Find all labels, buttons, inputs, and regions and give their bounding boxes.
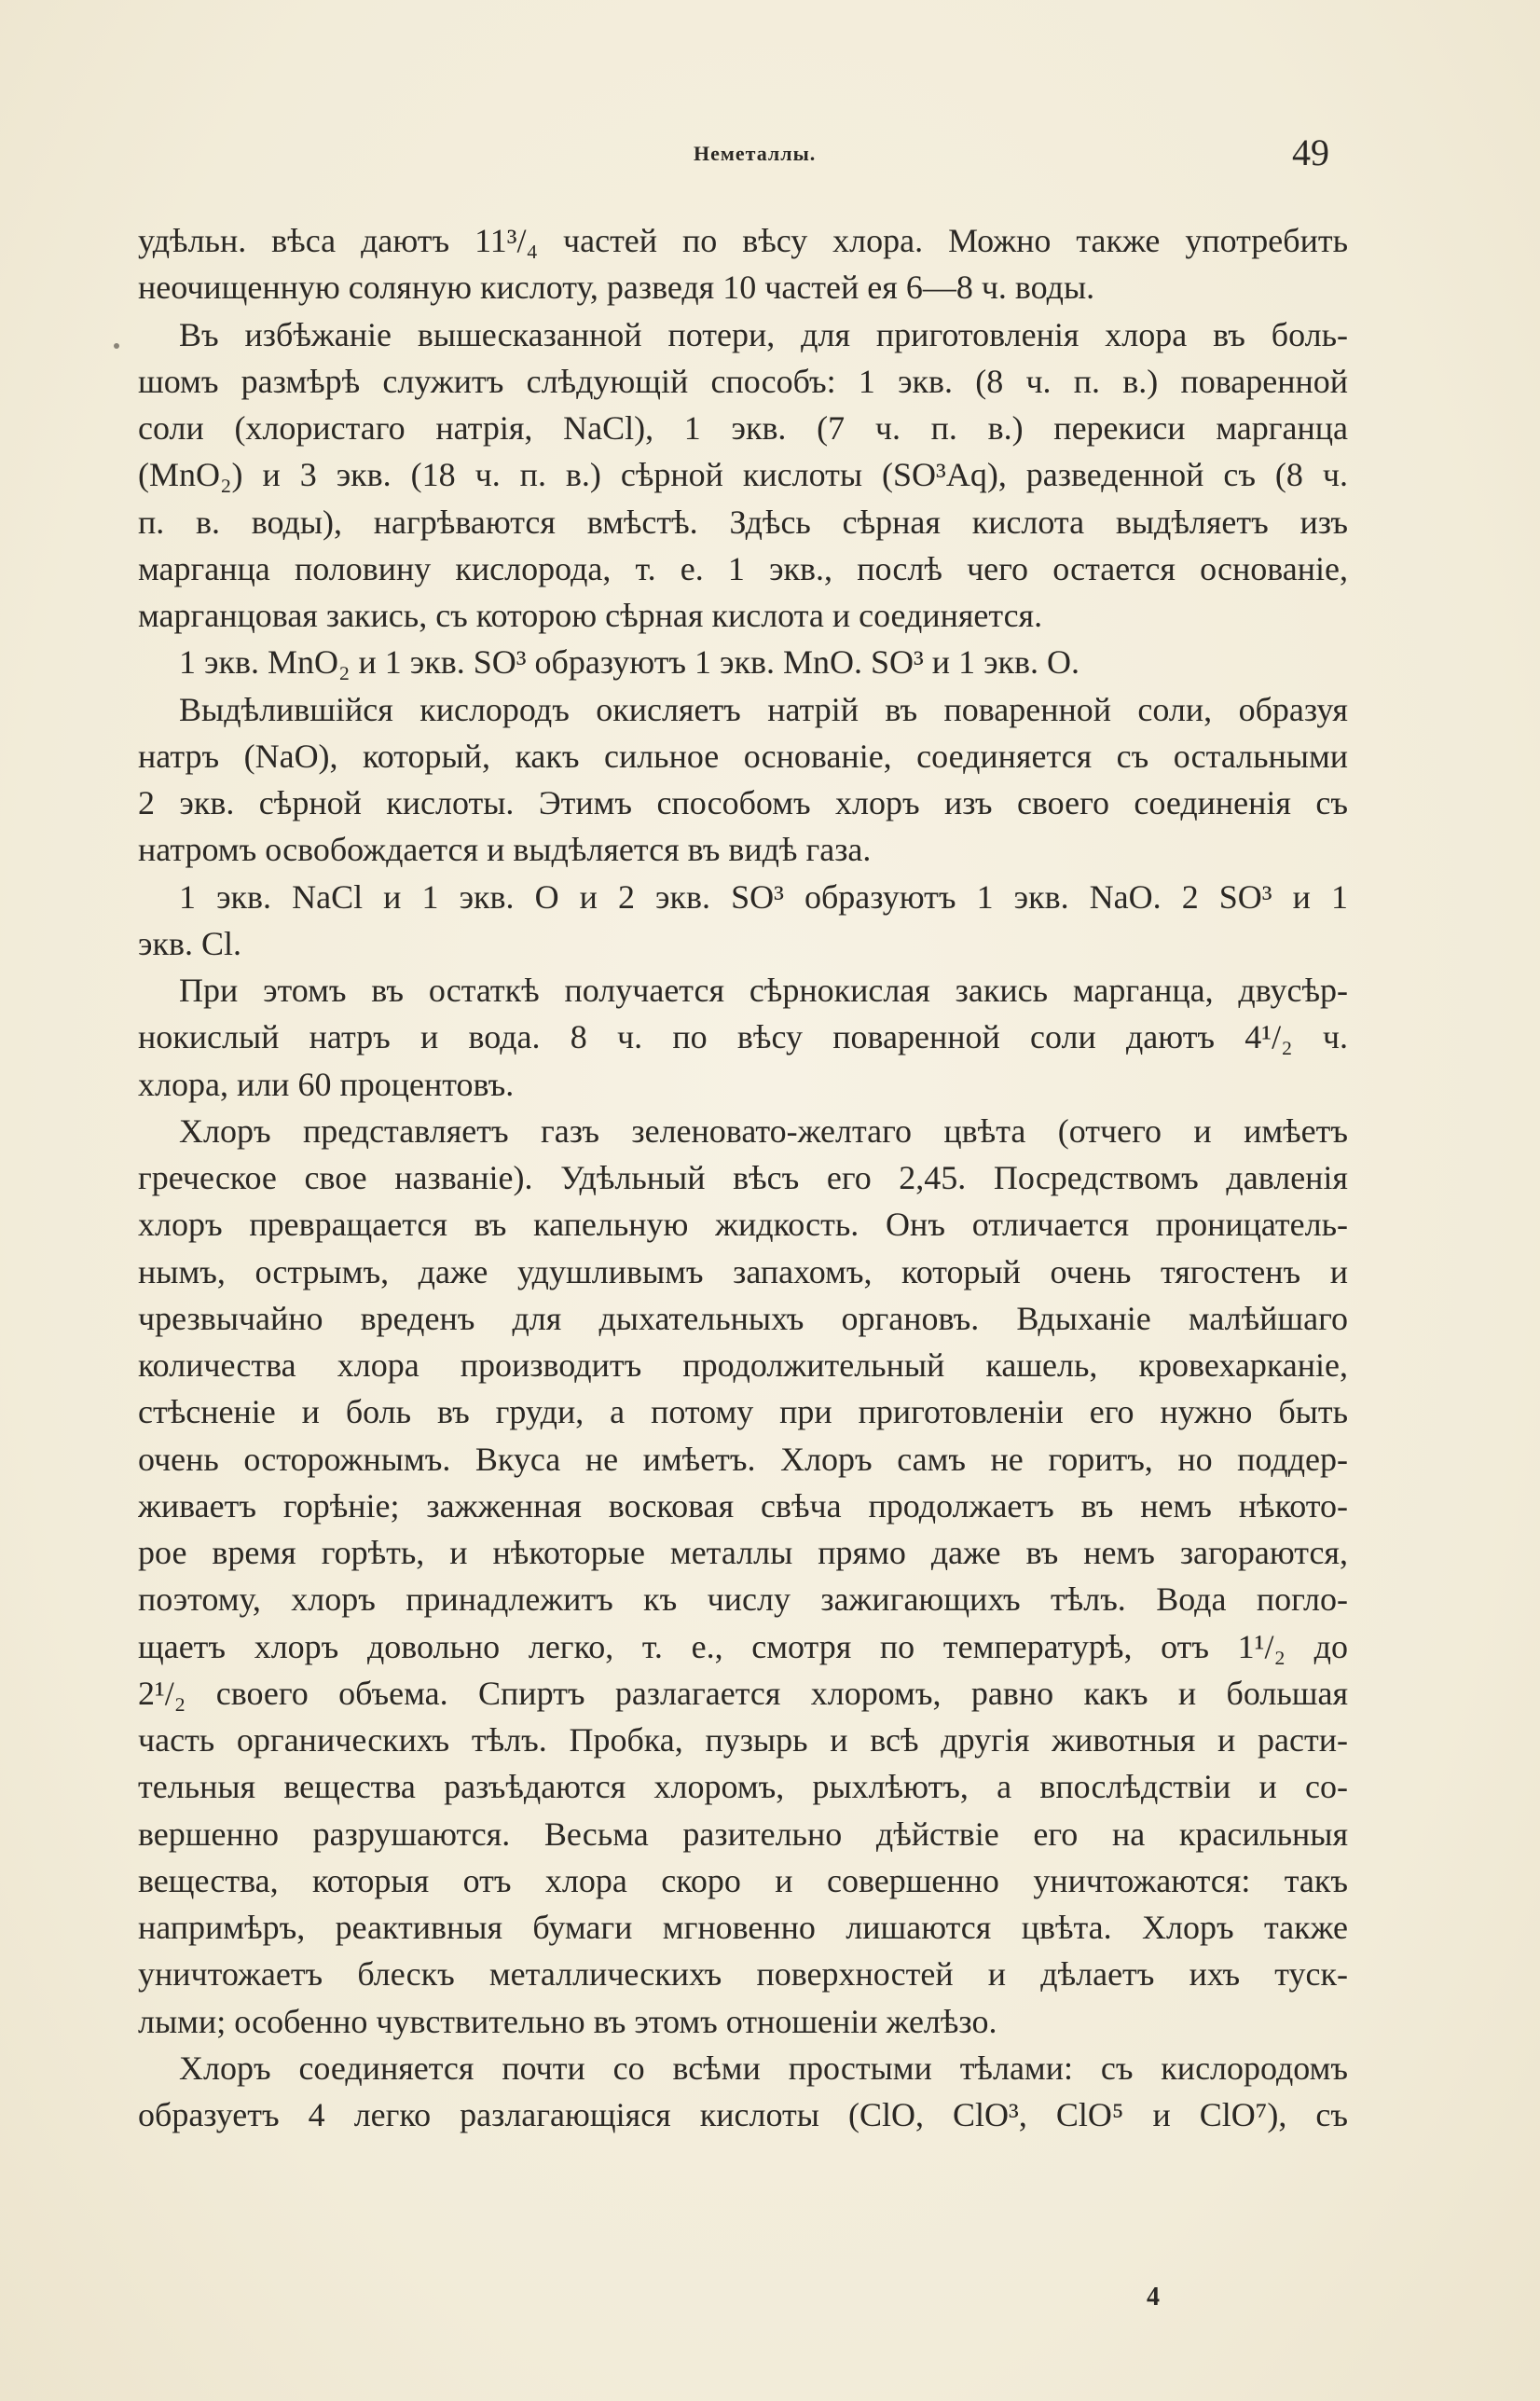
text-line: вершенно разрушаются. Весьма разительно дѣйствіе его на красильныя [138, 1815, 1348, 1853]
text-line: уничтожаетъ блескъ металлическихъ поверхностей и дѣлаетъ ихъ туск- [138, 1955, 1348, 1994]
text-line: очень осторожнымъ. Вкуса не имѣетъ. Хлоръ самъ не горитъ, но поддер- [138, 1440, 1348, 1478]
text-line: щаетъ хлоръ довольно легко, т. е., смотря по температурѣ, отъ 1¹/₂ до [138, 1627, 1348, 1665]
text-line: хлоръ превращается въ капельную жидкость. Онъ отличается проницатель- [138, 1206, 1348, 1244]
text-line: 2 экв. сѣрной кислоты. Этимъ способомъ хлоръ изъ своего соединенія съ [138, 784, 1348, 821]
text-line: неочищенную соляную кислоту, разведя 10 частей ея 6—8 ч. воды. [138, 269, 1095, 307]
text-line: марганцовая закись, съ которою сѣрная кислота и соединяется. [138, 597, 1043, 634]
body-text [138, 217, 1348, 2138]
text-line: поэтому, хлоръ принадлежитъ къ числу зажигающихъ тѣлъ. Вода погло- [138, 1580, 1348, 1619]
text-line: греческое свое названіе). Удѣльный вѣсъ его 2,45. Посредствомъ давленія [138, 1159, 1348, 1196]
text-line: Хлоръ соединяется почти со всѣми простыми тѣлами: съ кислородомъ [179, 2049, 1348, 2087]
text-line: соли (хлористаго натрія, NaCl), 1 экв. (7 ч. п. в.) перекиси марганца [138, 409, 1348, 447]
margin-mark [114, 343, 119, 349]
text-line: шомъ размѣрѣ служитъ слѣдующій способъ: 1 экв. (8 ч. п. в.) поваренной [138, 362, 1348, 400]
text-line: 1 экв. MnO₂ и 1 экв. SO³ образуютъ 1 экв. MnO. SO³ и 1 экв. O. [179, 643, 1080, 682]
text-line: удѣльн. вѣса даютъ 11³/₄ частей по вѣсу хлора. Можно также употребить [138, 222, 1348, 259]
text-line: экв. Cl. [138, 924, 241, 962]
text-line: чрезвычайно вреденъ для дыхательныхъ органовъ. Вдыханіе малѣйшаго [138, 1299, 1348, 1337]
text-line: живаетъ горѣніе; зажженная восковая свѣча продолжаетъ въ немъ нѣкото- [138, 1486, 1348, 1525]
page-number: 49 [1292, 131, 1329, 173]
text-line: тельныя вещества разъѣдаются хлоромъ, рыхлѣютъ, а впослѣдствіи и со- [138, 1768, 1348, 1806]
text-line: хлора, или 60 процентовъ. [138, 1065, 515, 1103]
text-line: вещества, которыя отъ хлора скоро и совершенно уничтожаются: такъ [138, 1861, 1348, 1899]
text-line: нокислый натръ и вода. 8 ч. по вѣсу поваренной соли даютъ 4¹/₂ ч. [138, 1018, 1348, 1056]
running-title: Неметаллы. [694, 142, 817, 165]
text-line: рое время горѣть, и нѣкоторые металлы прямо даже въ немъ загораются, [138, 1534, 1348, 1571]
text-line: п. в. воды), нагрѣваются вмѣстѣ. Здѣсь сѣрная кислота выдѣляетъ изъ [138, 503, 1348, 541]
text-line: марганца половину кислорода, т. е. 1 экв., послѣ чего остается основаніе, [138, 549, 1348, 587]
text-line: натръ (NaO), который, какъ сильное основаніе, соединяется съ остальными [138, 737, 1348, 775]
text-line: 2¹/₂ своего объема. Спиртъ разлагается хлоромъ, равно какъ и большая [138, 1674, 1348, 1712]
text-line: количества хлора производитъ продолжительный кашель, кровехарканіе, [138, 1346, 1348, 1384]
text-line: При этомъ въ остаткѣ получается сѣрнокислая закись марганца, двусѣр- [179, 972, 1348, 1009]
text-line: лыми; особенно чувствительно въ этомъ отношеніи желѣзо. [138, 2002, 997, 2040]
text-line: Хлоръ представляетъ газъ зеленовато-желтаго цвѣта (отчего и имѣетъ [179, 1111, 1348, 1150]
text-line: напримѣръ, реактивныя бумаги мгновенно лишаются цвѣта. Хлоръ также [138, 1909, 1348, 1946]
text-line: Въ избѣжаніе вышесказанной потери, для приготовленія хлора въ боль- [179, 315, 1348, 353]
text-line: стѣсненіе и боль въ груди, а потому при приготовленіи его нужно быть [138, 1393, 1348, 1431]
text-line: (MnO₂) и 3 экв. (18 ч. п. в.) сѣрной кислоты (SO³Aq), разведенной съ (8 ч. [138, 456, 1348, 494]
text-line: часть органическихъ тѣлъ. Пробка, пузырь и всѣ другія животныя и расти- [138, 1721, 1348, 1759]
signature-mark: 4 [1147, 2283, 1160, 2311]
text-line: Выдѣлившійся кислородъ окисляетъ натрій въ поваренной соли, образуя [179, 690, 1348, 728]
text-line: образуетъ 4 легко разлагающіяся кислоты (ClO, ClO³, ClO⁵ и ClO⁷), съ [138, 2096, 1348, 2133]
text-line: натромъ освобождается и выдѣляется въ видѣ газа. [138, 831, 872, 869]
text-line: нымъ, острымъ, даже удушливымъ запахомъ, который очень тягостенъ и [138, 1252, 1348, 1290]
running-head [0, 132, 1540, 179]
text-line: 1 экв. NaCl и 1 экв. O и 2 экв. SO³ образуютъ 1 экв. NaO. 2 SO³ и 1 [179, 877, 1348, 916]
